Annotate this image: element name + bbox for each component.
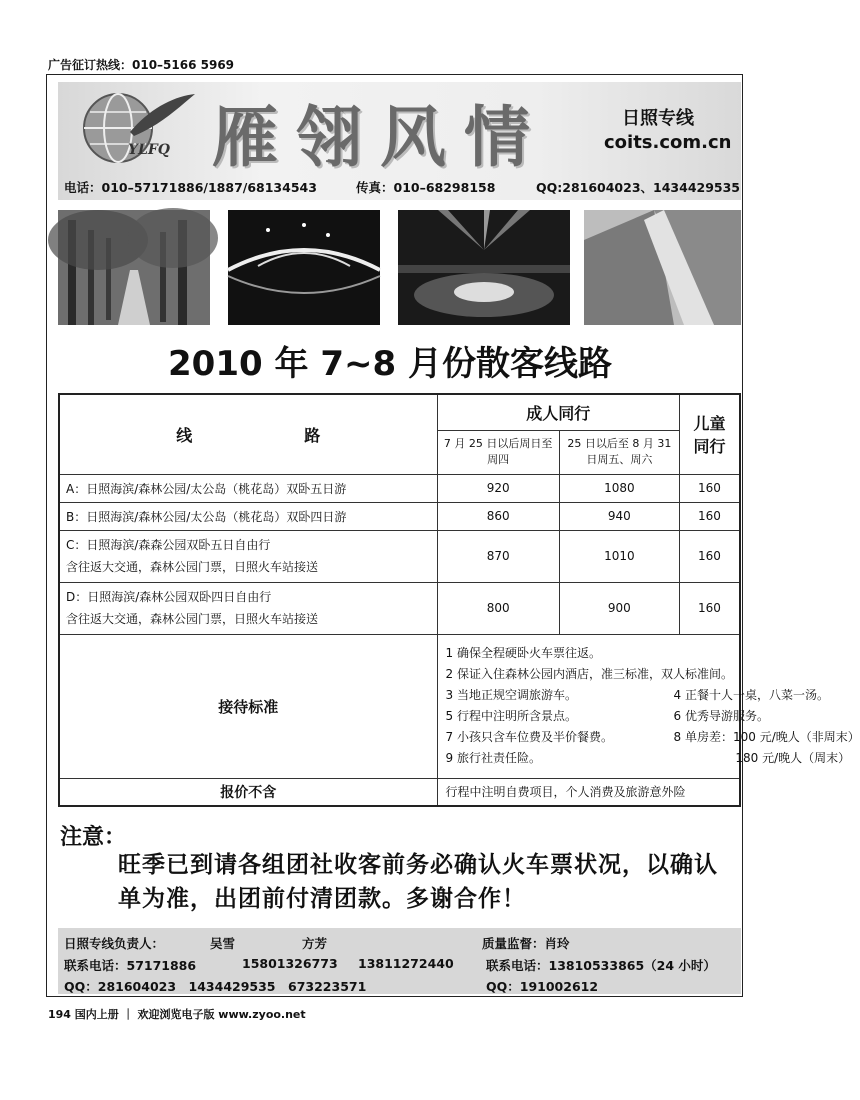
route-line-2: 含往返大交通，森林公园门票，日照火车站接送 (66, 560, 319, 574)
route-name (59, 530, 437, 582)
route-name: B：日照海滨/森林公园/太公岛（桃花岛）双卧四日游 (59, 502, 437, 530)
price-period-2: 1010 (559, 530, 679, 582)
price-period-1: 920 (437, 474, 559, 502)
qc-label: 质量监督：肖玲 (482, 936, 570, 951)
brand-name: 雁翎风情 (212, 98, 548, 176)
table-row (59, 530, 740, 582)
notice-text: 旺季已到请各组团社收客前务必确认火车票状况，以确认单为准，出团前付清团款。多谢合作！ (118, 852, 718, 912)
route-line-1: D：日照海滨/森林公园双卧四日自由行 (66, 590, 272, 604)
ad-hotline: 广告征订热线：010–5166 5969 (48, 58, 235, 72)
header-qq: QQ:281604023、1434429535 (536, 180, 741, 195)
price-child: 160 (679, 502, 740, 530)
line-name: 日照专线 (622, 108, 694, 129)
route-header: 线 路 (59, 394, 437, 474)
standard-item: 7 小孩只含车位费及半价餐费。 8 单房差：100 元/晚人（非周末） (445, 730, 860, 744)
standard-item: 2 保证入住森林公园内酒店，准三标准，双人标准间。 (445, 667, 733, 681)
footer-qq: QQ：281604023 1434429535 673223571 (64, 979, 367, 994)
header-fax: 传真：010–68298158 (356, 180, 496, 195)
adult-header: 成人同行 (437, 394, 679, 430)
manager-label: 日照专线负责人： (64, 936, 165, 951)
period-1-header: 7 月 25 日以后周日至周四 (437, 430, 559, 474)
price-period-2: 900 (559, 582, 679, 634)
notice-label: 注意： (60, 825, 127, 850)
route-name (59, 582, 437, 634)
forest-path-photo (58, 210, 210, 325)
phone-2: 15801326773 (242, 956, 338, 971)
phone-1: 联系电话：57171886 (64, 958, 197, 973)
standard-item: 9 旅行社责任险。 180 元/晚人（周末） (445, 751, 851, 765)
route-line-2: 含往返大交通，森林公园门票，日照火车站接送 (66, 612, 319, 626)
manager-2: 方芳 (302, 936, 328, 951)
exclude-text: 行程中注明自费项目，个人消费及旅游意外险 (437, 778, 740, 806)
route-line-1: C：日照海滨/森森公园双卧五日自由行 (66, 538, 271, 552)
price-period-2: 1080 (559, 474, 679, 502)
route-name: A：日照海滨/森林公园/太公岛（桃花岛）双卧五日游 (59, 474, 437, 502)
phone-3: 13811272440 (358, 956, 454, 971)
page-title: 2010 年 7~8 月份散客线路 (168, 344, 612, 384)
standards-list (437, 634, 860, 778)
price-period-1: 860 (437, 502, 559, 530)
child-header: 儿童同行 (679, 394, 740, 474)
price-period-1: 870 (437, 530, 559, 582)
globe-feather-logo (70, 88, 200, 168)
qc-phone: 联系电话：13810533865（24 小时） (486, 958, 716, 973)
period-2-header: 25 日以后至 8 月 31 日周五、周六 (559, 430, 679, 474)
standard-item: 1 确保全程硬卧火车票往返。 (445, 646, 601, 660)
manager-1: 吴雪 (210, 936, 236, 951)
fountain-plaza-photo (398, 210, 570, 325)
routes-table (58, 393, 860, 807)
exclude-label: 报价不含 (59, 778, 437, 806)
price-child: 160 (679, 530, 740, 582)
svg-text:YLFQ: YLFQ (128, 142, 170, 158)
table-row (59, 474, 740, 502)
price-child: 160 (679, 474, 740, 502)
qc-qq: QQ：19100261​2 (486, 979, 599, 994)
standard-item: 5 行程中注明所含景点。 6 优秀导游服务。 (445, 709, 769, 723)
lit-bridge-photo (228, 210, 380, 325)
table-row (59, 582, 740, 634)
footer-contacts (58, 928, 741, 994)
standard-label: 接待标准 (59, 634, 437, 778)
site-url[interactable]: coits.com.cn (604, 132, 732, 153)
price-child: 160 (679, 582, 740, 634)
page-footer: 194 国内上册 ｜ 欢迎浏览电子版 www.zyoo.net (48, 1008, 306, 1021)
price-period-2: 940 (559, 502, 679, 530)
beach-aerial-photo (584, 210, 741, 325)
price-period-1: 800 (437, 582, 559, 634)
standard-item: 3 当地正规空调旅游车。 4 正餐十人一桌，八菜一汤。 (445, 688, 829, 702)
table-row (59, 502, 740, 530)
header-tel: 电话：010–57171886/1887/68134543 (64, 180, 317, 195)
